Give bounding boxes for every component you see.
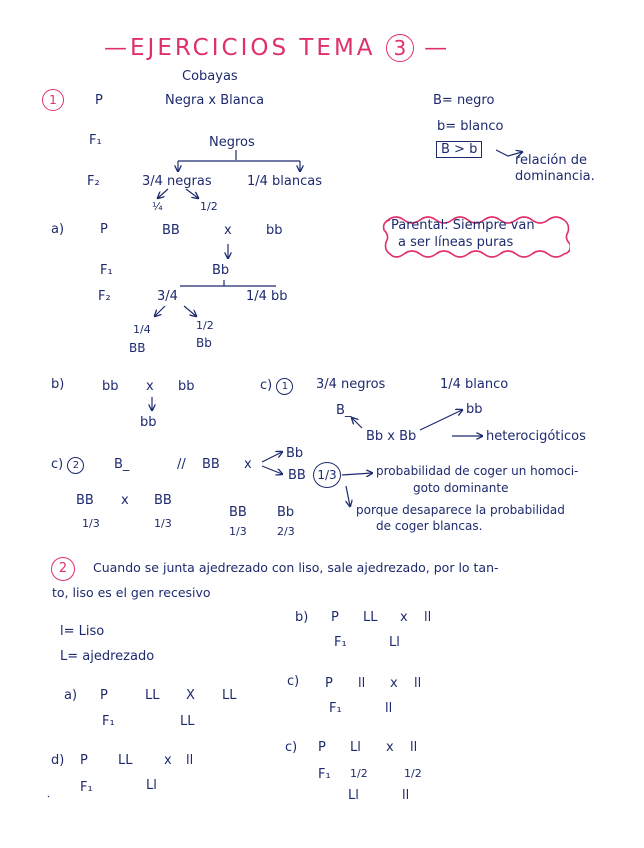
c2-row2-frac-b: 2/3 [277,525,295,538]
ex2b-parent-2: ll [424,610,432,625]
exercise-2-circle [51,557,75,581]
relation-line-2: dominancia. [515,169,595,184]
c2-label [51,457,84,474]
ex2e-fraction-2: 1/2 [404,767,422,780]
ex1-f1-value: Negros [209,135,255,150]
c1-arrow-left [352,418,362,428]
ex2d-cross: x [164,753,172,768]
ex2a-cross: X [186,688,195,703]
ex2d-f1: F₁ [80,780,93,795]
c2-porque-line-1: porque desaparece la probabilidad [356,503,565,517]
ex2c-cross: x [390,676,398,691]
ex2c-label: c) [287,674,300,689]
ex2e-parent-1: Ll [350,740,361,755]
ex1-f2-dominant: 3/4 negras [142,174,212,189]
a-genotype-2: Bb [196,336,212,350]
a-f1-label: F₁ [100,263,113,278]
parental-note-line-1: Parental: Siempre van [391,218,535,233]
ex2b-label: b) [295,610,309,625]
ex2c-p: P [325,676,333,691]
c2-prob-line-1: probabilidad de coger un homoci- [376,464,579,478]
b-label: b) [51,377,65,392]
a-genotype-1: BB [129,341,146,355]
ex2a-parent-1: LL [145,688,160,703]
c1-B-dash: B_ [336,403,352,418]
ex2b-parent-1: LL [363,610,378,625]
c2-row1-x: x [121,493,129,508]
ex2b-f1: F₁ [334,635,347,650]
ex2d-label: d) [51,753,65,768]
c1-letter: c) [260,378,273,393]
ex2c-parent-2: ll [414,676,422,691]
c1-circle [276,378,293,395]
ex1-parental-cross: Negra x Blanca [165,93,265,108]
ex1-f1-label: F₁ [89,133,102,148]
subject-label: Cobayas [182,69,238,84]
c2-num: 2 [72,460,80,471]
a-parent-2: bb [266,223,283,238]
c2-BB-bottom: BB [288,468,306,483]
a-fraction-1: 1/4 [133,323,151,336]
ex1-f2-recessive: 1/4 blancas [247,174,323,189]
ex2e-fraction-1: 1/2 [350,767,368,780]
ex2e-label: c) [285,740,298,755]
c2-letter: c) [51,457,64,472]
c2-row2-a: BB [229,505,247,520]
ex2e-result-2: ll [402,788,410,803]
a-fraction-2: 1/2 [196,319,214,332]
ex1-p-label: P [95,93,103,108]
a-label: a) [51,222,65,237]
ex2e-p: P [318,740,326,755]
c2-row2-b: Bb [277,505,295,520]
c2-B-dash: B_ [114,457,130,472]
c2-BB: BB [202,457,220,472]
c2-circle [67,457,84,474]
a-parent-1: BB [162,223,180,238]
ex1-fraction-1: ¼ [152,200,163,213]
b-result: bb [140,415,157,430]
ex2c-f1: F₁ [329,701,342,716]
stray-dot [48,796,49,797]
a-arrow-left [155,306,165,316]
title-number-circle [386,34,414,62]
ex2c-parent-1: ll [358,676,366,691]
ex1-arrow-quarter [158,189,168,198]
c2-third: 1/3 [317,468,337,482]
ex2e-f1: F₁ [318,767,331,782]
c1-white: 1/4 blanco [440,377,509,392]
exercise-1-number [42,89,64,111]
c2-prob-line-2: goto dominante [413,481,509,495]
c2-arrow-up [262,452,282,462]
c1-heterozygous: heterocigóticos [486,429,586,444]
c1-bb: bb [466,402,483,417]
ex2d-result: Ll [146,778,157,793]
ex1-fraction-2: 1/2 [200,200,218,213]
c2-third-circle [313,462,341,488]
ex2d-parent-1: LL [118,753,133,768]
key-b: b= blanco [437,119,504,134]
c1-cross: Bb x Bb [366,429,417,444]
b-parent-2: bb [178,379,195,394]
c1-num: 1 [281,381,289,392]
parental-note-line-2: a ser líneas puras [398,235,514,250]
ex2e-cross: x [386,740,394,755]
c2-arrow-prob [342,473,372,475]
c2-porque-line-2: de coger blancas. [376,519,483,533]
a-p: P [100,222,108,237]
ex2e-parent-2: ll [410,740,418,755]
c2-third-circled [313,462,341,488]
b-parent-1: bb [102,379,119,394]
a-f1-value: Bb [212,263,230,278]
ex2b-p: P [331,610,339,625]
a-f2-label: F₂ [98,289,111,304]
ex2-statement-line-2: to, liso es el gen recesivo [52,585,211,600]
ex1-f2-label: F₂ [87,174,100,189]
ex2b-result: Ll [389,635,400,650]
page-title [104,34,450,62]
key-B: B= negro [433,93,495,108]
def-l: l= Liso [60,624,105,639]
title-text: —EJERCICIOS TEMA [104,35,376,61]
exercise-2-number [51,557,75,581]
ex2b-cross: x [400,610,408,625]
ex2a-label: a) [64,688,78,703]
c2-arrow-porque [346,486,350,506]
ex2a-f1: F₁ [102,714,115,729]
ex2d-parent-2: ll [186,753,194,768]
a-f2-dominant: 3/4 [157,289,178,304]
c2-Bb-top: Bb [286,446,304,461]
c2-row2-frac-a: 1/3 [229,525,247,538]
c1-label [260,378,293,395]
ex2a-p: P [100,688,108,703]
c2-row1-frac-b: 1/3 [154,517,172,530]
c1-arrow-right [420,410,462,430]
a-cross: x [224,223,232,238]
ex1-arrow-half [186,189,198,198]
c2-row1-b: BB [154,493,172,508]
c2-cross: x [244,457,252,472]
ex2c-result: ll [385,701,393,716]
exercise-1-num-text: 1 [49,93,57,107]
ex2-statement-line-1: Cuando se junta ajedrezado con liso, sale ajedrezado, por lo tan- [93,560,499,575]
a-arrow-right [184,306,196,316]
ex2e-result-1: Ll [348,788,359,803]
c2-separator: // [177,457,186,472]
exercise-1-circle [42,89,64,111]
c2-row1-a: BB [76,493,94,508]
a-f2-recessive: 1/4 bb [246,289,288,304]
b-cross: x [146,379,154,394]
dominance-box: B > b [436,141,482,158]
title-dash: — [424,35,451,61]
ex2a-parent-2: LL [222,688,237,703]
relation-line-1: relación de [515,153,587,168]
def-L: L= ajedrezado [60,649,155,664]
ex2d-p: P [80,753,88,768]
c2-row1-frac-a: 1/3 [82,517,100,530]
title-number: 3 [393,36,407,60]
c2-arrow-down [262,466,282,474]
exercise-2-num-text: 2 [58,561,68,576]
c1-black: 3/4 negros [316,377,386,392]
ex2a-result: LL [180,714,195,729]
